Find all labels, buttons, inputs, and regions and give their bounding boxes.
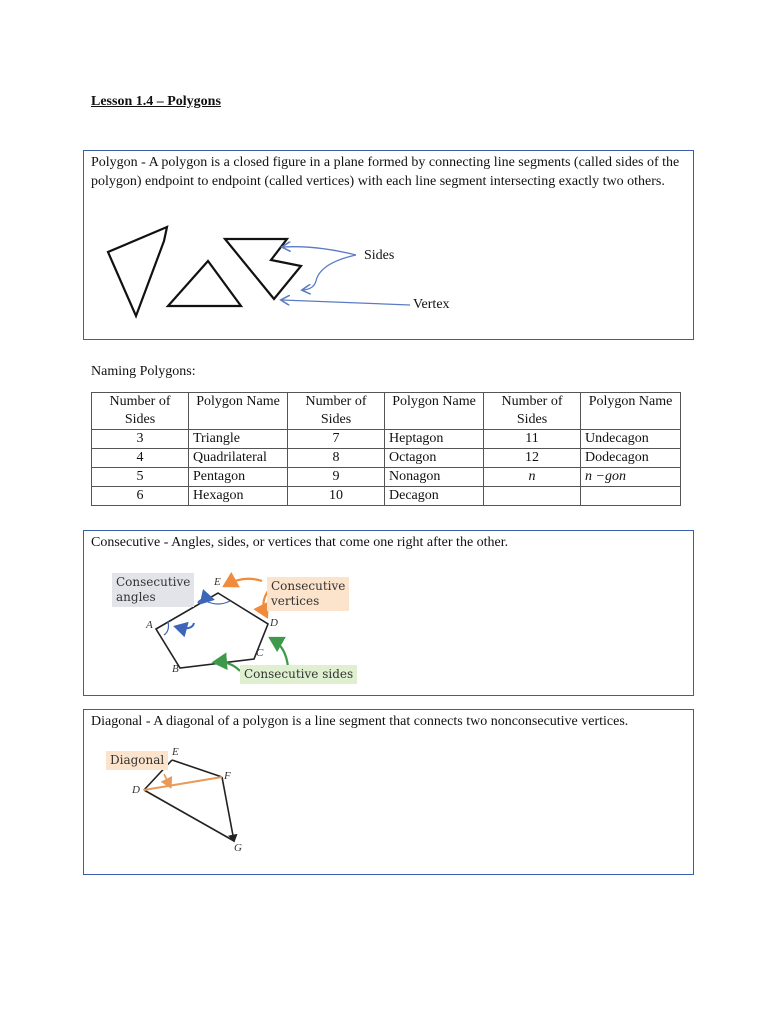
consecutive-sides-tag: Consecutive sides: [240, 665, 357, 684]
table-cell: Undecagon: [581, 430, 681, 449]
point-label-f: F: [224, 770, 231, 782]
header-cell: Polygon Name: [189, 393, 288, 430]
table-cell: Octagon: [385, 449, 484, 468]
header-cell: Number of Sides: [288, 393, 385, 430]
table-cell: Heptagon: [385, 430, 484, 449]
angles-arrow-1: [177, 623, 194, 628]
table-row: [92, 449, 681, 468]
table-cell: Hexagon: [189, 487, 288, 506]
sides-arrow-2: [303, 255, 356, 290]
diagonal-tag: Diagonal: [106, 751, 168, 770]
table-row: [92, 487, 681, 506]
header-cell: Polygon Name: [581, 393, 681, 430]
angle-arc-e: [206, 601, 230, 604]
quad-side-fg: [222, 777, 234, 841]
table-cell: 4: [92, 449, 189, 468]
consecutive-angles-line1: Consecutive: [116, 575, 191, 589]
table-cell: 3: [92, 430, 189, 449]
polygon-definition-text: Polygon - A polygon is a closed figure in a plane formed by connecting line segments (called sides of the polygon) endpoint to endpoint (called vertices) with each line segment intersecting exactly two others.: [91, 155, 680, 189]
table-cell: 6: [92, 487, 189, 506]
concave-shape: [225, 239, 301, 299]
table-cell: 11: [484, 430, 581, 449]
diagonal-definition-box: [83, 709, 694, 875]
sides-arrow-1: [283, 247, 356, 255]
table-cell: n −gon: [581, 468, 681, 487]
table-cell: 5: [92, 468, 189, 487]
consecutive-vertices-line2: vertices: [271, 594, 320, 608]
polygon-definition-box: [83, 150, 694, 340]
table-cell: Quadrilateral: [189, 449, 288, 468]
sides-arrow-green-2: [272, 639, 288, 667]
point-label-c: C: [256, 647, 264, 659]
triangle-shape: [168, 261, 241, 306]
table-cell: 12: [484, 449, 581, 468]
consecutive-definition-text: Consecutive - Angles, sides, or vertices that come one right after the other.: [91, 535, 509, 550]
naming-polygons-label: Naming Polygons:: [91, 364, 196, 379]
point-label-b: B: [172, 663, 179, 675]
quadrilateral-shape: [108, 227, 167, 316]
table-cell: 10: [288, 487, 385, 506]
diagonal-pointer-arrow: [164, 774, 170, 786]
table-cell: 7: [288, 430, 385, 449]
consecutive-definition-box: [83, 530, 694, 696]
table-row: [92, 468, 681, 487]
quad-side-ef: [172, 760, 222, 777]
table-cell: Dodecagon: [581, 449, 681, 468]
point-label-e: E: [172, 746, 179, 758]
header-cell: Number of Sides: [484, 393, 581, 430]
point-label-a: A: [146, 619, 153, 631]
table-cell: n: [484, 468, 581, 487]
table-cell: Decagon: [385, 487, 484, 506]
vertex-label: Vertex: [413, 297, 450, 312]
diagonal-line: [144, 777, 222, 790]
quad-side-gd: [144, 790, 234, 841]
consecutive-vertices-tag: [267, 577, 349, 611]
header-cell: Number of Sides: [92, 393, 189, 430]
table-cell: 9: [288, 468, 385, 487]
table-cell: 8: [288, 449, 385, 468]
sides-label: Sides: [364, 248, 395, 263]
table-cell: Triangle: [189, 430, 288, 449]
polygon-names-table: [91, 392, 681, 506]
point-label-d: D: [132, 784, 140, 796]
consecutive-vertices-line1: Consecutive: [271, 579, 346, 593]
vertex-arrow: [282, 300, 410, 305]
header-cell: Polygon Name: [385, 393, 484, 430]
consecutive-angles-line2: angles: [116, 590, 156, 604]
point-label-d: D: [270, 617, 278, 629]
table-cell: [581, 487, 681, 506]
table-row: [92, 430, 681, 449]
lesson-title: Lesson 1.4 – Polygons: [91, 94, 221, 109]
diagonal-definition-text: Diagonal - A diagonal of a polygon is a line segment that connects two nonconsecutive vertices.: [91, 714, 629, 729]
table-header-row: [92, 393, 681, 430]
table-cell: [484, 487, 581, 506]
table-cell: Nonagon: [385, 468, 484, 487]
consecutive-angles-tag: [112, 573, 194, 607]
vertices-arrow-1: [226, 579, 262, 585]
point-label-e: E: [214, 576, 221, 588]
table-cell: Pentagon: [189, 468, 288, 487]
point-label-g: G: [234, 842, 242, 854]
diagonal-figure: [84, 710, 695, 876]
